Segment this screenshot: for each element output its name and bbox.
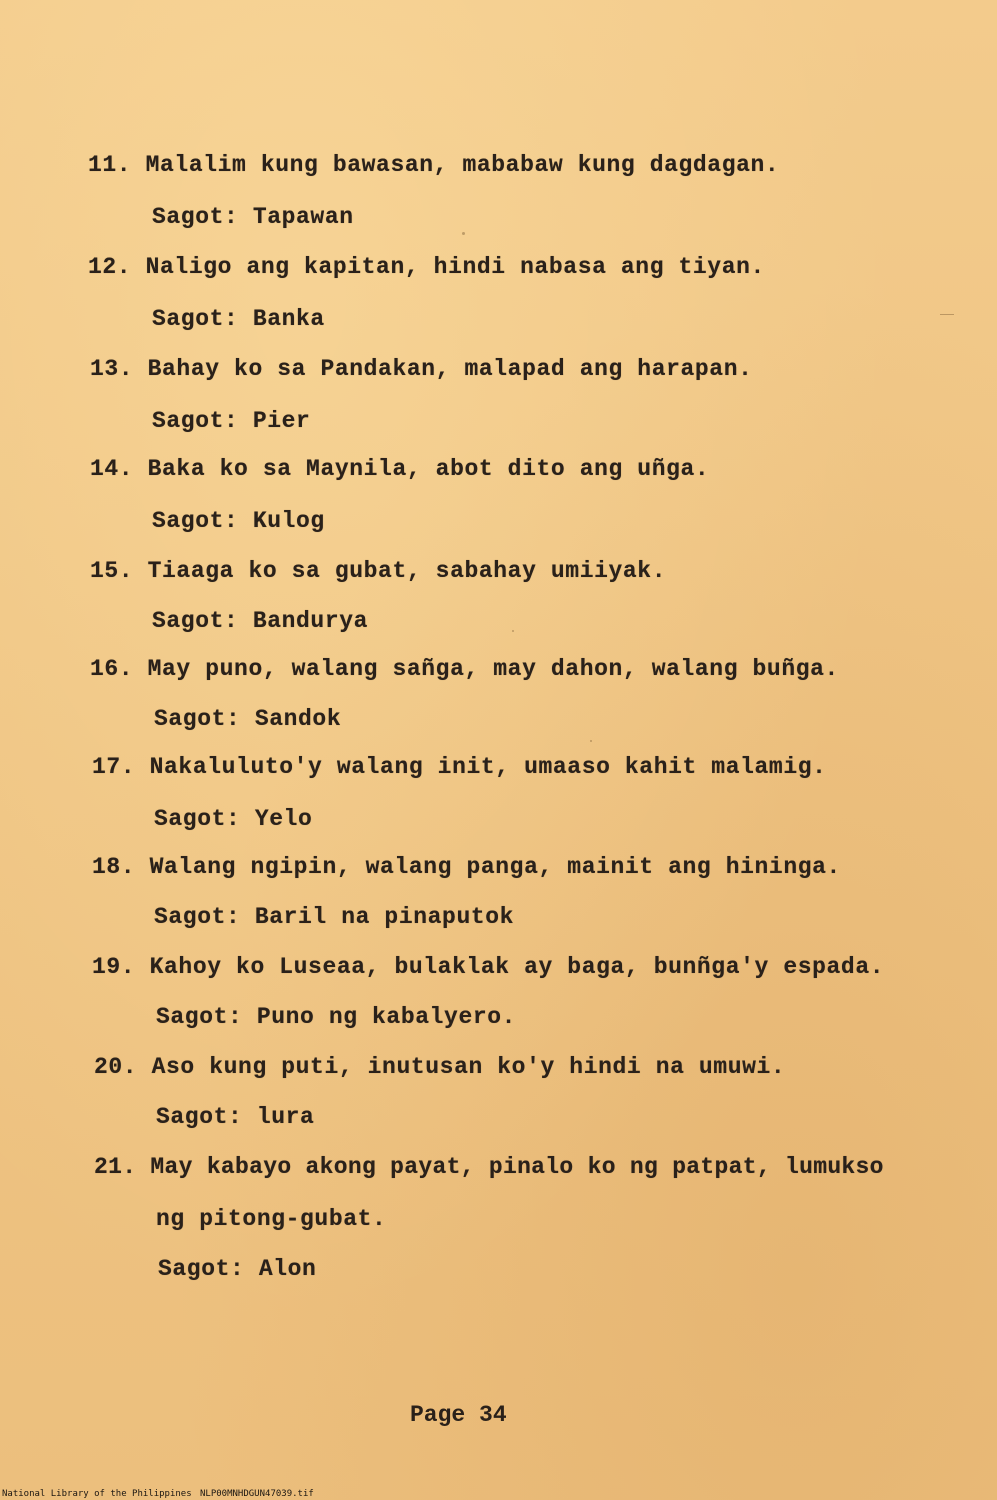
riddle-number: 14. (90, 456, 134, 482)
riddle-17-question (92, 754, 827, 780)
riddle-text: May kabayo akong payat, pinalo ko ng patpat, lumukso (150, 1154, 884, 1180)
riddle-17-answer: Sagot: Yelo (154, 806, 313, 832)
riddle-15-question (90, 558, 666, 584)
riddle-number: 12. (88, 254, 132, 280)
riddle-text: Tiaaga ko sa gubat, sabahay umiiyak. (147, 558, 667, 584)
riddle-number: 17. (92, 754, 136, 780)
riddle-21-question (94, 1154, 884, 1180)
riddle-number: 15. (90, 558, 134, 584)
riddle-number: 13. (90, 356, 134, 382)
riddle-text: Walang ngipin, walang panga, mainit ang hininga. (149, 854, 841, 880)
riddle-number: 19. (92, 954, 136, 980)
footer-library-name: National Library of the Philippines (2, 1489, 192, 1499)
riddle-14-question (90, 456, 709, 482)
riddle-11-question (88, 152, 779, 178)
riddle-18-answer: Sagot: Baril na pinaputok (154, 904, 515, 930)
riddle-11-answer: Sagot: Tapawan (152, 204, 354, 230)
riddle-text: Aso kung puti, inutusan ko'y hindi na umuwi. (151, 1054, 786, 1080)
riddle-text: Baka ko sa Maynila, abot dito ang uñga. (147, 456, 710, 482)
riddle-text: Bahay ko sa Pandakan, malapad ang harapan. (147, 356, 753, 382)
riddle-number: 11. (88, 152, 132, 178)
riddle-16-question (90, 656, 839, 682)
riddle-12-answer: Sagot: Banka (152, 306, 325, 332)
riddle-text: Nakaluluto'y walang init, umaaso kahit malamig. (149, 754, 827, 780)
riddle-text: Kahoy ko Luseaa, bulaklak ay baga, bunñga'y espada. (149, 954, 885, 980)
riddle-number: 21. (94, 1154, 137, 1180)
paper-speck (940, 314, 954, 315)
riddle-16-answer: Sagot: Sandok (154, 706, 342, 732)
paper-speck (590, 740, 592, 742)
riddle-20-answer: Sagot: lura (156, 1104, 315, 1130)
riddle-number: 18. (92, 854, 136, 880)
riddle-number: 20. (94, 1054, 138, 1080)
riddle-14-answer: Sagot: Kulog (152, 508, 325, 534)
riddle-12-question (88, 254, 765, 280)
riddle-number: 16. (90, 656, 134, 682)
riddle-13-question (90, 356, 753, 382)
paper-speck (512, 630, 514, 632)
riddle-text: May puno, walang sañga, may dahon, walang buñga. (147, 656, 839, 682)
riddle-13-answer: Sagot: Pier (152, 408, 311, 434)
riddle-21-answer: Sagot: Alon (158, 1256, 317, 1282)
riddle-19-answer: Sagot: Puno ng kabalyero. (156, 1004, 517, 1030)
riddle-15-answer: Sagot: Bandurya (152, 608, 369, 634)
footer-file-id: NLP00MNHDGUN47039.tif (200, 1489, 314, 1499)
riddle-19-question (92, 954, 884, 980)
riddle-18-question (92, 854, 841, 880)
page-number: Page 34 (410, 1402, 507, 1428)
riddle-20-question (94, 1054, 785, 1080)
riddle-text: Naligo ang kapitan, hindi nabasa ang tiyan. (145, 254, 765, 280)
paper-speck (462, 232, 465, 235)
riddle-text: Malalim kung bawasan, mababaw kung dagdagan. (145, 152, 780, 178)
riddle-21-continuation: ng pitong-gubat. (156, 1206, 387, 1232)
